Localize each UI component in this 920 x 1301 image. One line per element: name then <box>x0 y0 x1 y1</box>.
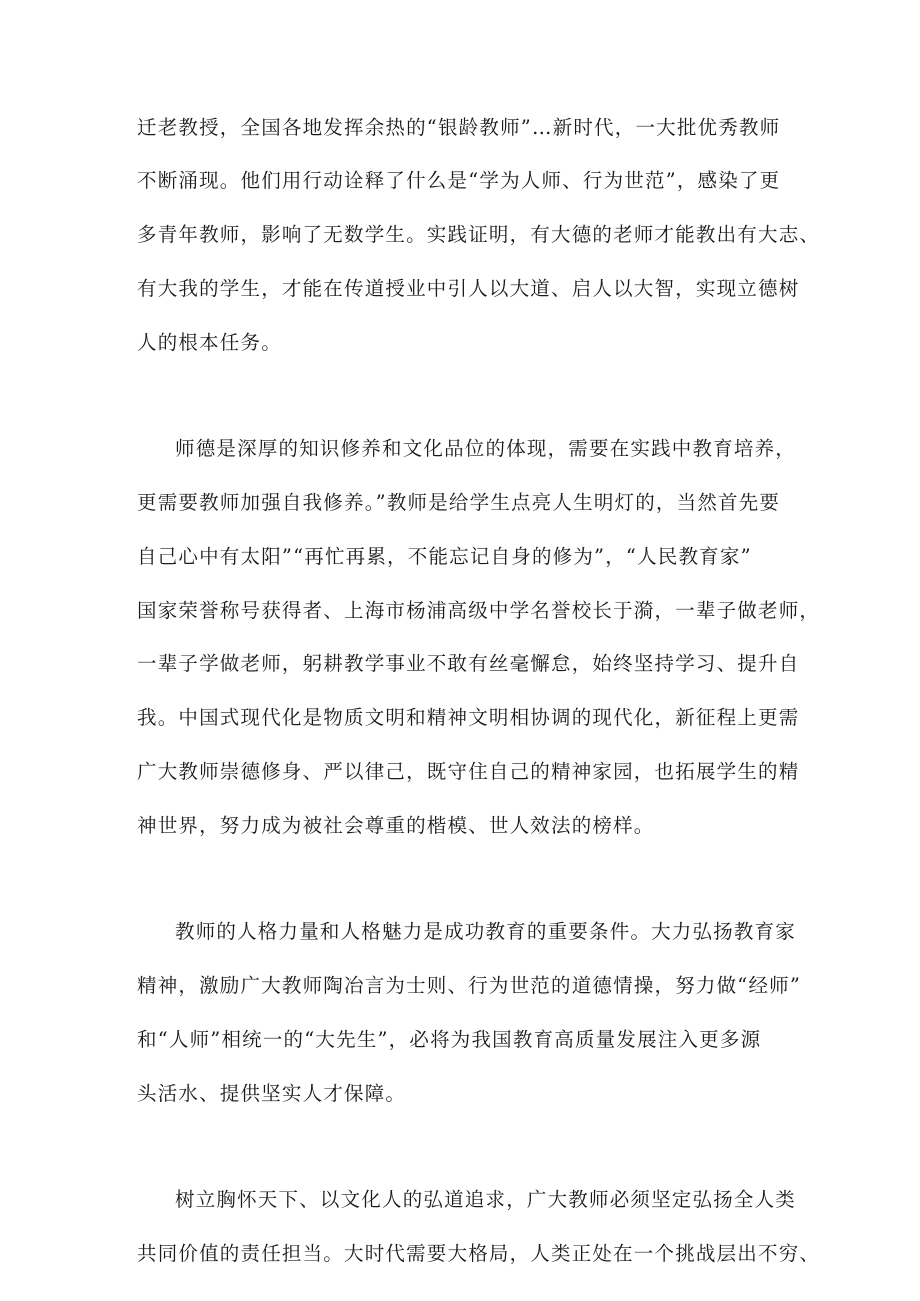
text-line: 多青年教师，影响了无数学生。实践证明，有大德的老师才能教出有大志、 <box>137 223 821 246</box>
text-line: 迁老教授，全国各地发挥余热的“银龄教师”…新时代，一大批优秀教师 <box>137 116 781 139</box>
text-line: 人的根本任务。 <box>137 331 282 354</box>
text-line: 我。中国式现代化是物质文明和精神文明相协调的现代化，新征程上更需 <box>137 706 800 729</box>
text-line: 广大教师崇德修身、严以律己，既守住自己的精神家园，也拓展学生的精 <box>137 760 800 783</box>
text-line: 和“人师”相统一的“大先生”，必将为我国教育高质量发展注入更多源 <box>137 1028 762 1051</box>
text-line: 自己心中有太阳”“再忙再累，不能忘记自身的修为”，“人民教育家” <box>137 545 752 568</box>
text-line: 一辈子学做老师，躬耕教学事业不敢有丝毫懈怠，始终坚持学习、提升自 <box>137 652 800 675</box>
text-line: 共同价值的责任担当。大时代需要大格局，人类正处在一个挑战层出不穷、 <box>137 1242 821 1265</box>
text-line: 国家荣誉称号获得者、上海市杨浦高级中学名誉校长于漪，一辈子做老师， <box>137 599 821 622</box>
text-line: 不断涌现。他们用行动诠释了什么是“学为人师、行为世范”，感染了更 <box>137 169 781 192</box>
text-line: 有大我的学生，才能在传道授业中引人以大道、启人以大智，实现立德树 <box>137 277 800 300</box>
text-line: 精神，激励广大教师陶冶言为士则、行为世范的道德情操，努力做“经师” <box>137 974 802 997</box>
text-line: 教师的人格力量和人格魅力是成功教育的重要条件。大力弘扬教育家 <box>175 920 797 943</box>
text-line: 树立胸怀天下、以文化人的弘道追求，广大教师必须坚定弘扬全人类 <box>175 1188 797 1211</box>
text-line: 神世界，努力成为被社会尊重的楷模、世人效法的榜样。 <box>137 814 655 837</box>
text-line: 师德是深厚的知识修养和文化品位的体现，需要在实践中教育培养， <box>175 437 797 460</box>
text-line: 更需要教师加强自我修养。”教师是给学生点亮人生明灯的，当然首先要 <box>137 491 781 514</box>
text-line: 头活水、提供坚实人才保障。 <box>137 1082 407 1105</box>
